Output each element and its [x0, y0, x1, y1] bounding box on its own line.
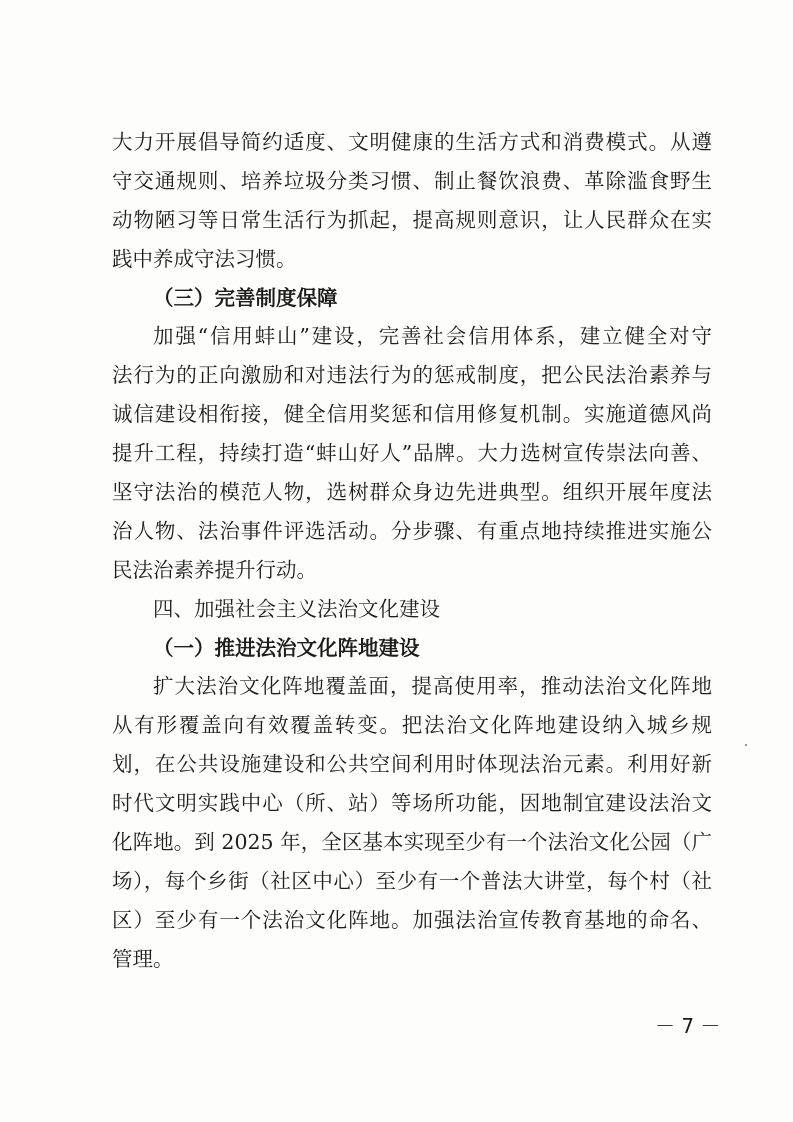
- scan-speck: [745, 744, 747, 746]
- body-text-line: 加强“信用蚌山”建设，完善社会信用体系，建立健全对守: [153, 324, 712, 349]
- chapter-heading-4: 四、加强社会主义法治文化建设: [153, 596, 440, 621]
- body-text-line: 时代文明实践中心（所、站）等场所功能，因地制宜建设法治文: [112, 791, 712, 816]
- body-text-line: 化阵地。到 2025 年，全区基本实现至少有一个法治文化公园（广: [112, 830, 712, 855]
- body-text-line: 从有形覆盖向有效覆盖转变。把法治文化阵地建设纳入城乡规: [112, 713, 712, 738]
- body-text-line: 扩大法治文化阵地覆盖面，提高使用率，推动法治文化阵地: [153, 674, 712, 699]
- body-text-line: 践中养成守法习惯。: [112, 246, 297, 271]
- section-heading-1: （一）推进法治文化阵地建设: [153, 635, 420, 660]
- body-text-line: 管理。: [112, 946, 174, 971]
- body-text-line: 动物陋习等日常生活行为抓起，提高规则意识，让人民群众在实: [112, 207, 712, 232]
- body-text-line: 坚守法治的模范人物，选树群众身边先进典型。组织开展年度法: [112, 480, 712, 505]
- page-number: － 7 －: [655, 1014, 721, 1038]
- body-text-line: 场），每个乡街（社区中心）至少有一个普法大讲堂，每个村（社: [112, 868, 712, 893]
- body-text-line: 民法治素养提升行动。: [112, 557, 317, 582]
- section-heading-3: （三）完善制度保障: [153, 285, 338, 310]
- body-text-line: 提升工程，持续打造“蚌山好人”品牌。大力选树宣传崇法向善、: [112, 441, 712, 466]
- body-text-line: 区）至少有一个法治文化阵地。加强法治宣传教育基地的命名、: [112, 907, 712, 932]
- body-text-line: 守交通规则、培养垃圾分类习惯、制止餐饮浪费、革除滥食野生: [112, 168, 712, 193]
- body-text-line: 法行为的正向激励和对违法行为的惩戒制度，把公民法治素养与: [112, 363, 712, 388]
- body-text-line: 诚信建设相衔接，健全信用奖惩和信用修复机制。实施道德风尚: [112, 402, 712, 427]
- body-text-line: 划，在公共设施建设和公共空间利用时体现法治元素。利用好新: [112, 752, 712, 777]
- body-text-line: 大力开展倡导简约适度、文明健康的生活方式和消费模式。从遵: [112, 130, 712, 154]
- document-body: [112, 123, 712, 979]
- body-text-line: 治人物、法治事件评选活动。分步骤、有重点地持续推进实施公: [112, 518, 712, 543]
